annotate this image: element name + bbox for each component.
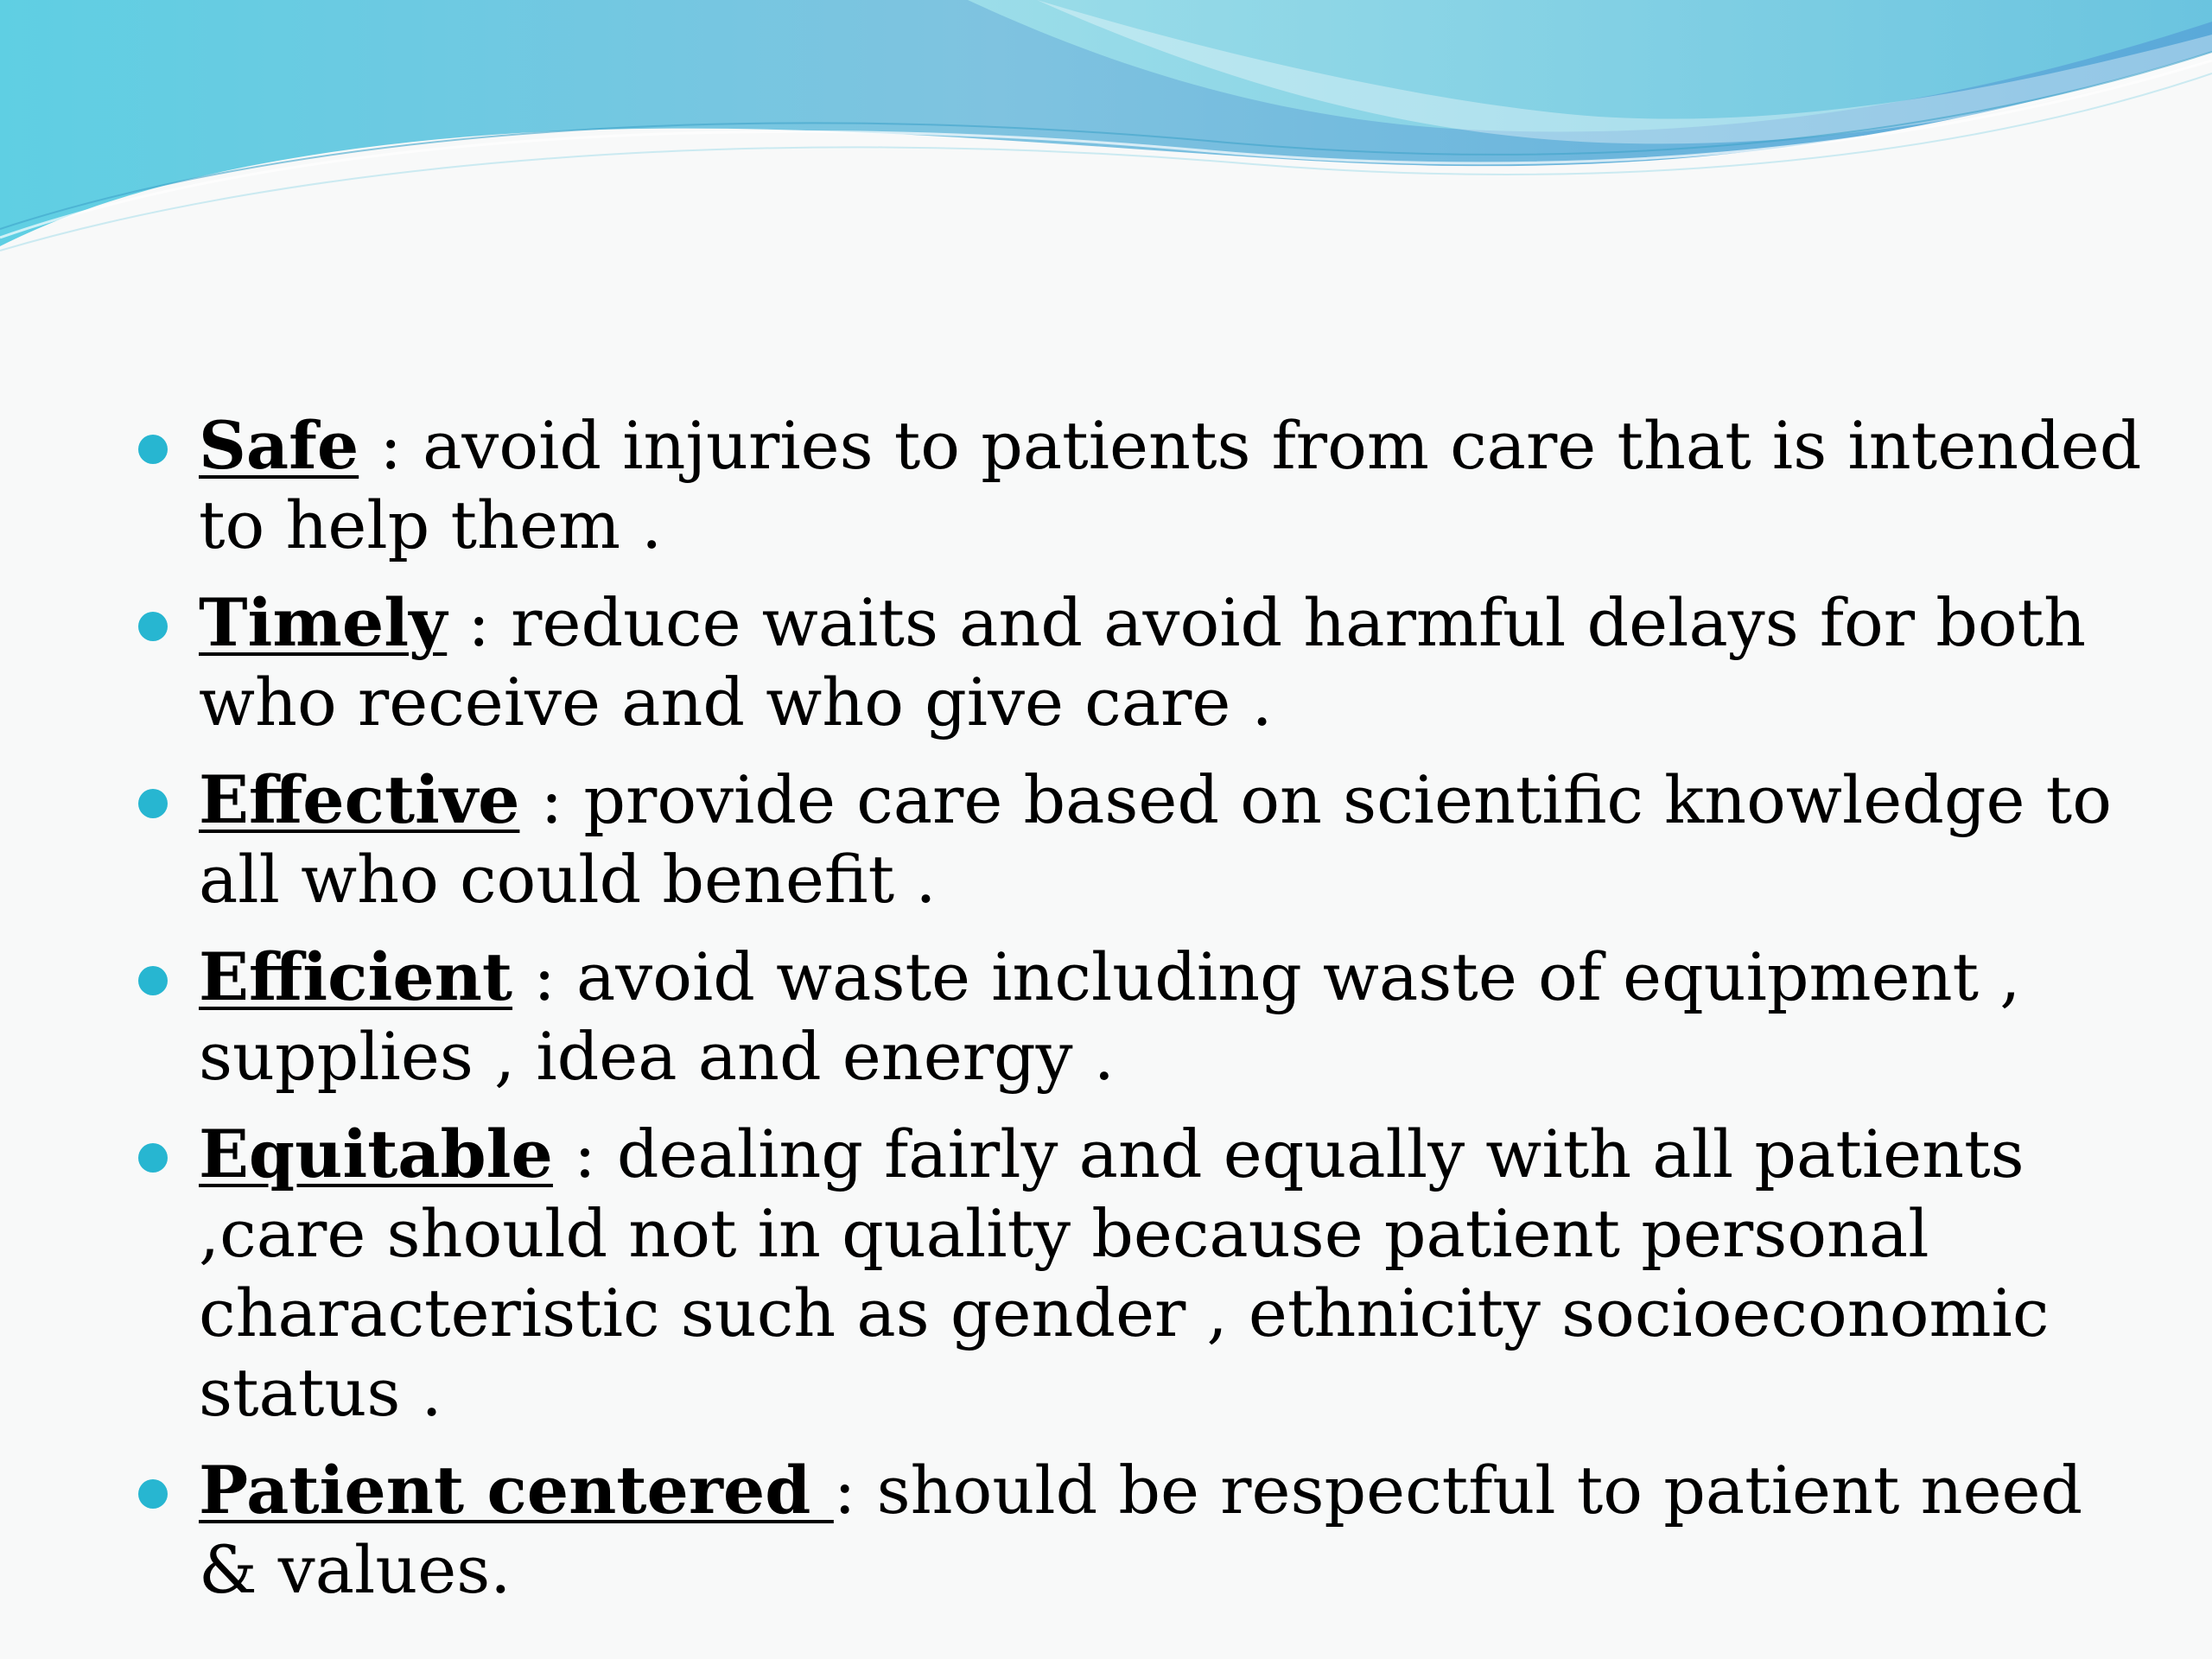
term-label: Effective <box>199 761 520 838</box>
header-wave-decoration <box>0 0 2212 259</box>
list-item <box>0 1451 2212 1610</box>
term-description: : reduce waits and avoid harmful delays for both who receive and who give care . <box>199 584 2087 741</box>
list-item <box>0 406 2212 565</box>
term-description: : avoid injuries to patients from care that is intended to help them . <box>199 407 2142 563</box>
term-description: : avoid waste including waste of equipment , supplies , idea and energy . <box>199 938 2021 1095</box>
bullet-icon <box>138 435 168 464</box>
list-item <box>0 583 2212 742</box>
list-item <box>0 938 2212 1096</box>
bullet-icon <box>138 612 168 641</box>
term-description: : dealing fairly and equally with all patients ,care should not in quality because patient personal characteristic such as gender , ethnicity socioeconomic status . <box>199 1116 2050 1431</box>
list-item <box>0 1115 2212 1433</box>
bullet-list <box>0 406 2212 1628</box>
bullet-icon <box>138 1479 168 1509</box>
bullet-icon <box>138 789 168 818</box>
bullet-icon <box>138 1143 168 1173</box>
bullet-icon <box>138 966 168 995</box>
term-label: Timely <box>199 584 448 661</box>
term-label: Patient centered <box>199 1452 834 1529</box>
term-label: Efficient <box>199 938 513 1015</box>
term-label: Safe <box>199 407 359 484</box>
term-description: : provide care based on scientific knowledge to all who could benefit . <box>199 761 2112 918</box>
term-label: Equitable <box>199 1116 553 1192</box>
term-description: : should be respectful to patient need & values. <box>199 1452 2083 1608</box>
list-item <box>0 760 2212 919</box>
